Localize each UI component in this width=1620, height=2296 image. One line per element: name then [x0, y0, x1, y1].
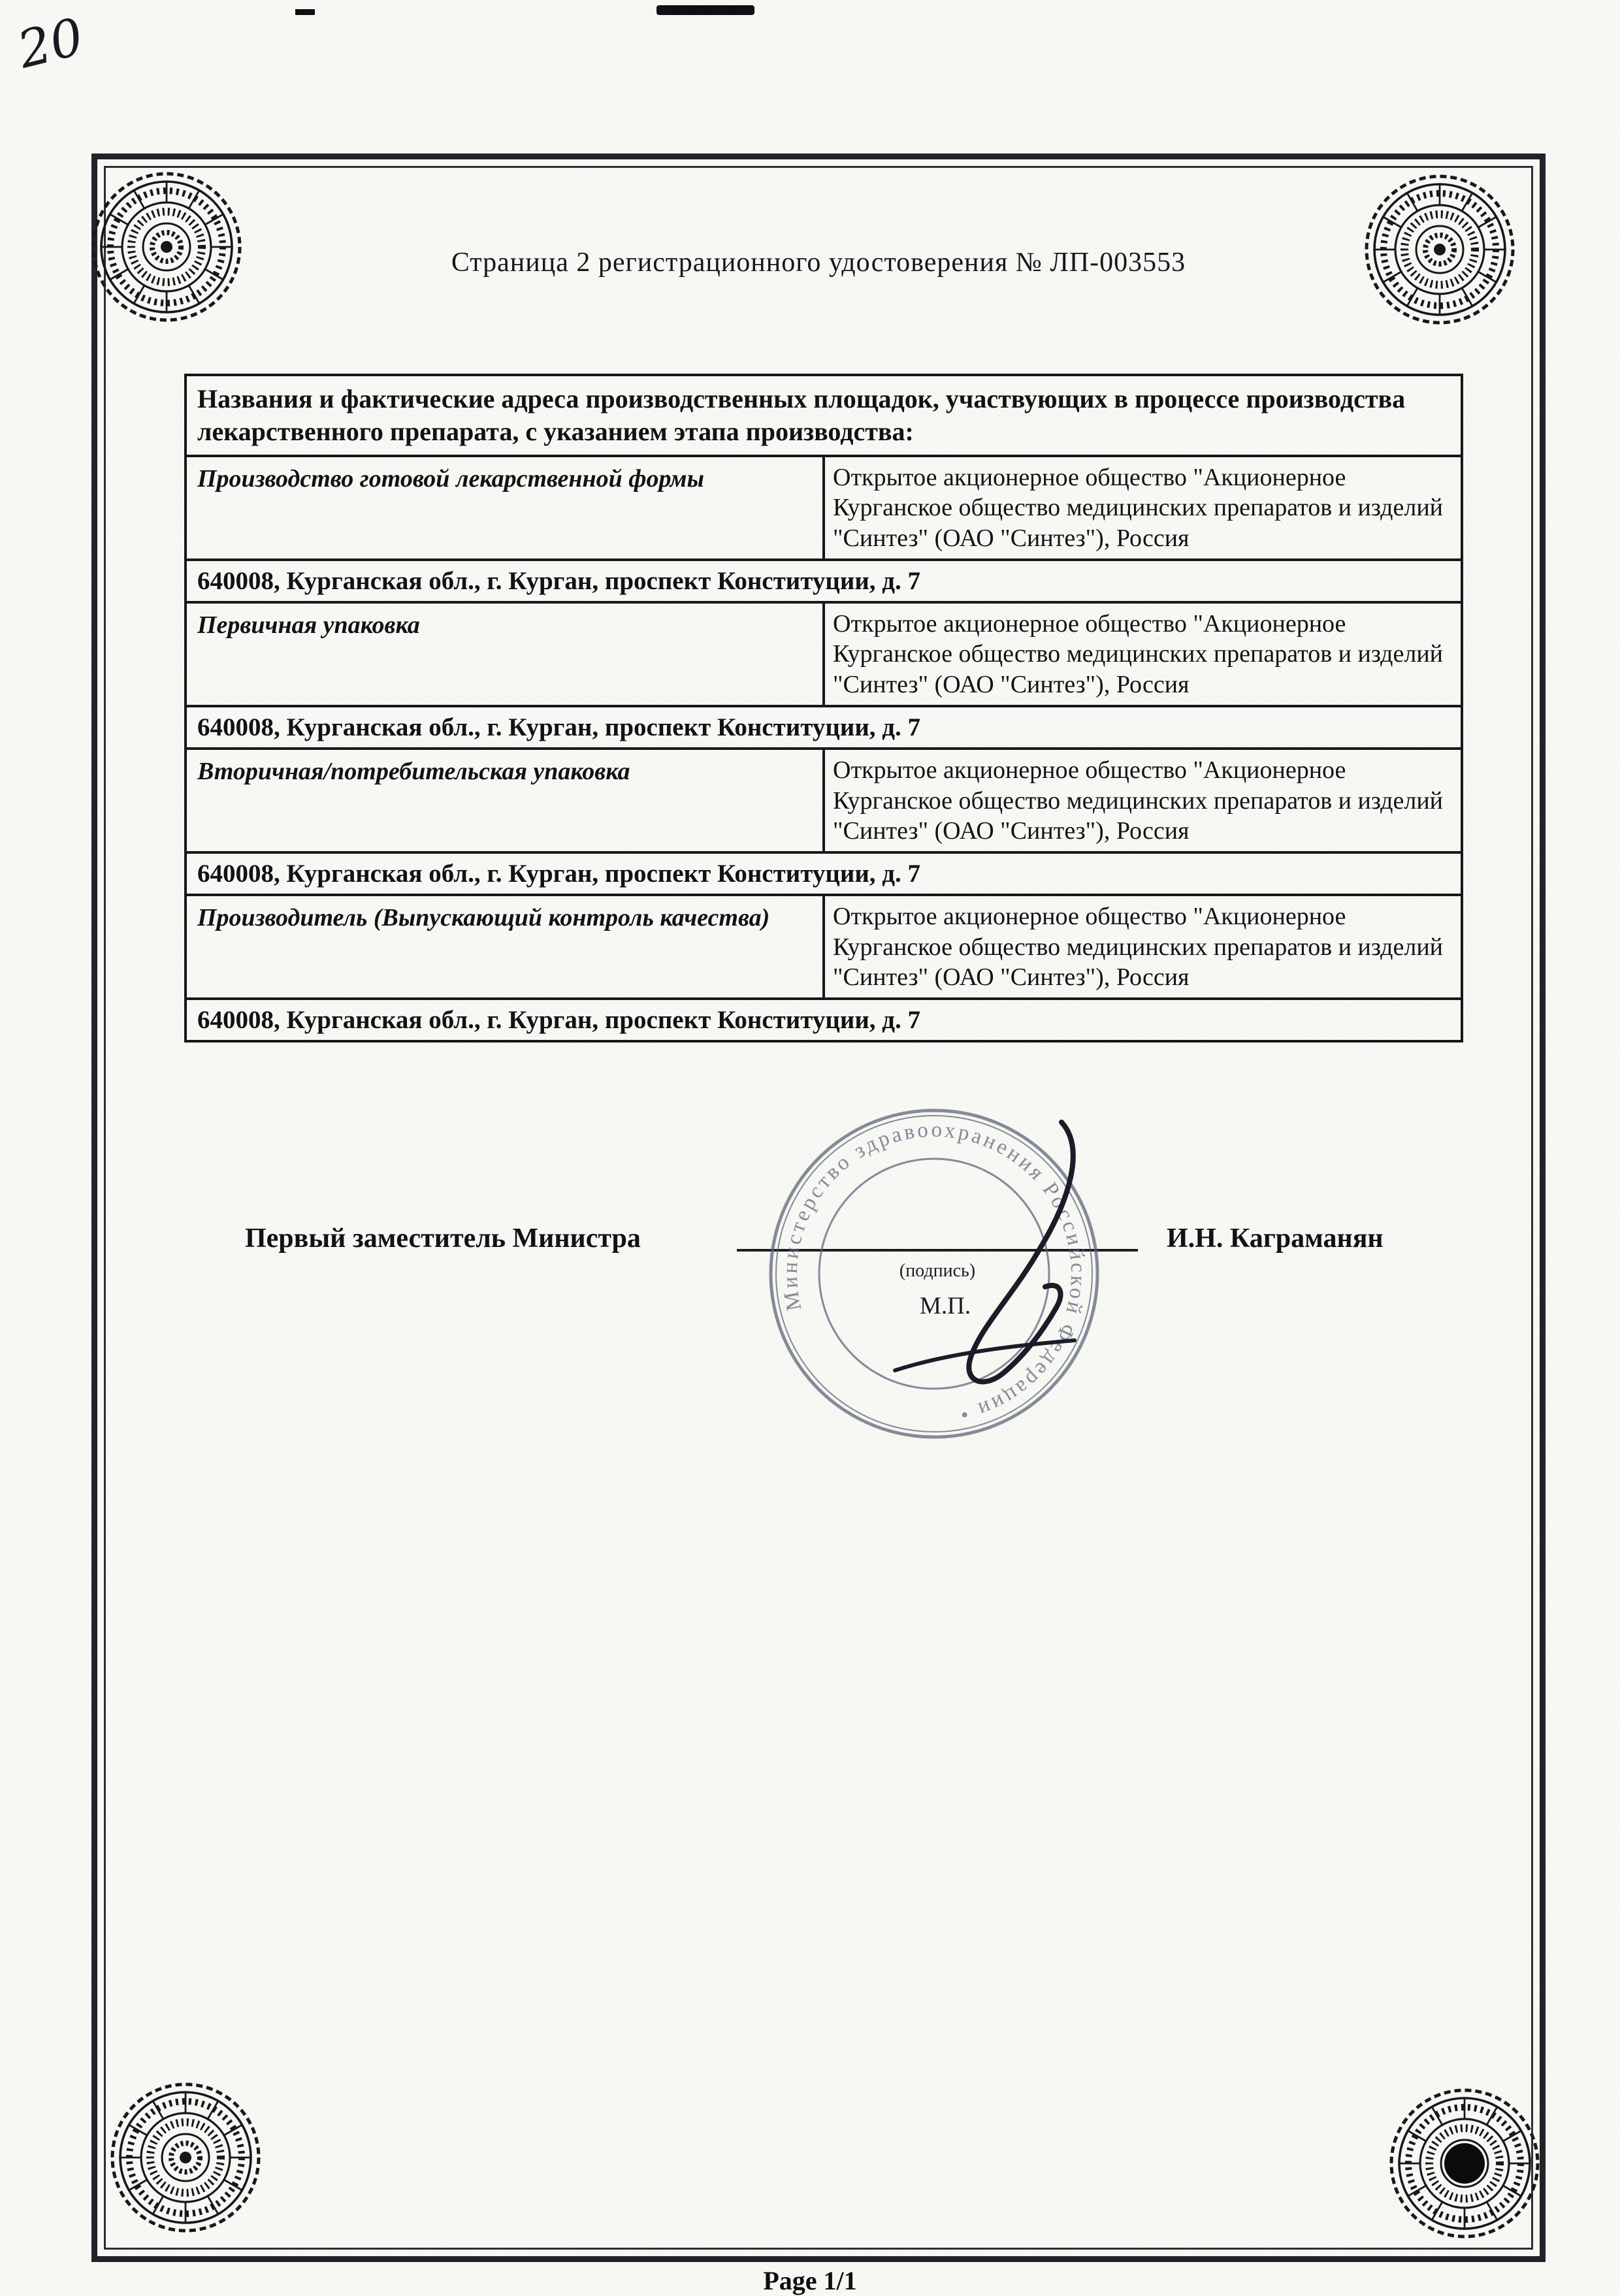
table-row — [186, 602, 1462, 706]
signer-name: И.Н. Каграманян — [1167, 1223, 1384, 1253]
address-cell: 640008, Курганская обл., г. Курган, проспект Конституции, д. 7 — [186, 560, 1462, 602]
table-row — [186, 895, 1462, 999]
address-cell: 640008, Курганская обл., г. Курган, проспект Конституции, д. 7 — [186, 706, 1462, 749]
stage-cell: Первичная упаковка — [186, 602, 824, 706]
table-row — [186, 749, 1462, 852]
company-cell: Открытое акционерное общество "Акционерное Курганское общество медицинских препаратов и изделий "Синтез" (ОАО "Синтез"), Россия — [824, 456, 1462, 560]
signature-caption: (подпись) — [899, 1261, 976, 1281]
table-row — [186, 852, 1462, 895]
stamp-ring-text: Министерство здравоохранения Российской Федерации • — [778, 1118, 1090, 1427]
company-cell: Открытое акционерное общество "Акционерное Курганское общество медицинских препаратов и изделий "Синтез" (ОАО "Синтез"), Россия — [824, 749, 1462, 852]
stage-cell: Производство готовой лекарственной формы — [186, 456, 824, 560]
table-header: Названия и фактические адреса производственных площадок, участвующих в процессе производства лекарственного препарата, с указанием этапа производства: — [186, 375, 1462, 456]
company-cell: Открытое акционерное общество "Акционерное Курганское общество медицинских препаратов и изделий "Синтез" (ОАО "Синтез"), Россия — [824, 602, 1462, 706]
stage-cell: Вторичная/потребительская упаковка — [186, 749, 824, 852]
seal-place-abbr: М.П. — [920, 1293, 971, 1319]
scan-artifact — [656, 5, 754, 15]
production-sites-table — [184, 374, 1463, 1043]
table-header-row — [186, 375, 1462, 456]
signer-role-label: Первый заместитель Министра — [245, 1223, 641, 1253]
address-cell: 640008, Курганская обл., г. Курган, проспект Конституции, д. 7 — [186, 999, 1462, 1041]
table-row — [186, 456, 1462, 560]
signature-stroke — [849, 1110, 1110, 1404]
address-cell: 640008, Курганская обл., г. Курган, проспект Конституции, д. 7 — [186, 852, 1462, 895]
page-title: Страница 2 регистрационного удостоверения № ЛП-003553 — [451, 248, 1186, 278]
table-row — [186, 999, 1462, 1041]
table-row — [186, 706, 1462, 749]
scan-artifact — [295, 9, 315, 15]
corner-ornament-bottom-left — [107, 2079, 264, 2236]
company-cell: Открытое акционерное общество "Акционерное Курганское общество медицинских препаратов и изделий "Синтез" (ОАО "Синтез"), Россия — [824, 895, 1462, 999]
ink-blot — [1444, 2143, 1485, 2184]
page-footer: Page 1/1 — [763, 2266, 857, 2295]
stage-cell: Производитель (Выпускающий контроль качества) — [186, 895, 824, 999]
table-row — [186, 560, 1462, 602]
handwritten-mark: 20 — [12, 7, 89, 80]
